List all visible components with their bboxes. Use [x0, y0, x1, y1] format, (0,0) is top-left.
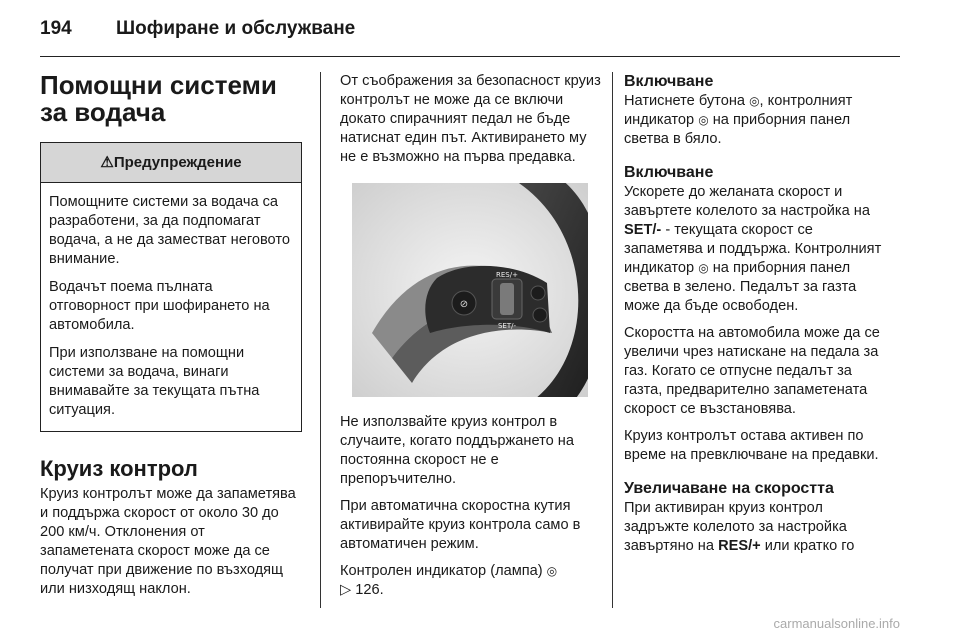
- warning-title: Предупреждение: [113, 154, 242, 171]
- subsection-heading: Увеличаване на скоростта: [624, 480, 834, 497]
- column-divider: [612, 72, 613, 608]
- cruise-control-icon: ◎: [749, 94, 760, 108]
- page-reference-icon[interactable]: ▷: [340, 582, 352, 598]
- paragraph: Скоростта на автомобила може да се увеличи чрез натискане на педала за газ. Когато се отпусне педалът за газта, предварително запаметената скорост се възстановява.: [624, 325, 880, 417]
- paragraph: Ускорете до желаната скорост и завъртете колелото за настройка на SET/- - текущата скорост се запаметява и поддържа. Контролният индикатор ◎ на приборния панел светва в зелено. Педалът за газта може да бъде освободен.: [624, 184, 882, 314]
- paragraph: Круиз контролът може да запаметява и поддържа скорост от около 30 до 200 км/ч. Отклонения от запаметената скорост може да се получат при движение по възходящ или низходящ наклон.: [40, 486, 296, 597]
- section-title: Помощни системи за водача: [40, 70, 277, 127]
- res-label: RES/+: [496, 271, 518, 279]
- page-number: 194: [40, 18, 72, 39]
- column-1: [40, 72, 302, 607]
- warning-header: [41, 143, 301, 183]
- column-divider: [320, 72, 321, 608]
- column-3: [624, 72, 886, 564]
- column-2: [340, 72, 602, 608]
- set-label: SET/-: [497, 322, 517, 330]
- steering-wheel-photo: [352, 183, 588, 397]
- page-reference[interactable]: 126.: [355, 582, 384, 598]
- warning-text: Водачът поема пълната отговорност при шофирането на автомобила.: [49, 279, 270, 333]
- paragraph: Не използвайте круиз контрол в случаите, когато поддържането на постоянна скорост не е препоръчително.: [340, 414, 574, 487]
- paragraph: Круиз контролът остава активен по време на превключване на предавки.: [624, 428, 879, 463]
- paragraph: При автоматична скоростна кутия активирайте круиз контрола само в автоматичен режим.: [340, 498, 581, 552]
- subsection-title: Круиз контрол: [40, 456, 198, 481]
- cruise-control-icon: ◎: [698, 113, 709, 127]
- warning-text: Помощните системи за водача са разработени, за да подпомагат водача, а не да заместват неговото внимание.: [49, 194, 290, 267]
- paragraph: От съображения за безопасност круиз контролът не може да се включи докато спирачният педал не бъде натиснат един път. Активирането му не е възможно на първа предавка.: [340, 73, 601, 165]
- subsection-heading: Включване: [624, 73, 714, 90]
- svg-text:⊘: ⊘: [459, 299, 469, 310]
- cruise-control-icon: ◎: [698, 261, 709, 275]
- warning-icon: ⚠: [100, 154, 114, 171]
- paragraph: Контролен индикатор (лампа) ◎ ▷ 126.: [340, 563, 558, 598]
- watermark: carmanualsonline.info: [773, 616, 900, 631]
- warning-box: [40, 142, 302, 432]
- paragraph: Натиснете бутона ◎, контролният индикатор ◎ на приборния панел светва в бяло.: [624, 93, 853, 147]
- subsection-heading: Включване: [624, 164, 714, 181]
- page-header: [40, 18, 355, 40]
- chapter-title: Шофиране и обслужване: [116, 18, 356, 39]
- warning-text: При използване на помощни системи за водача, винаги внимавайте за текущата пътна ситуация.: [49, 345, 260, 418]
- paragraph: При активиран круиз контрол задръжте колелото за настройка завъртяно на RES/+ или кратко го: [624, 500, 855, 554]
- cruise-control-icon: ◎: [546, 564, 558, 578]
- header-rule: [40, 56, 900, 57]
